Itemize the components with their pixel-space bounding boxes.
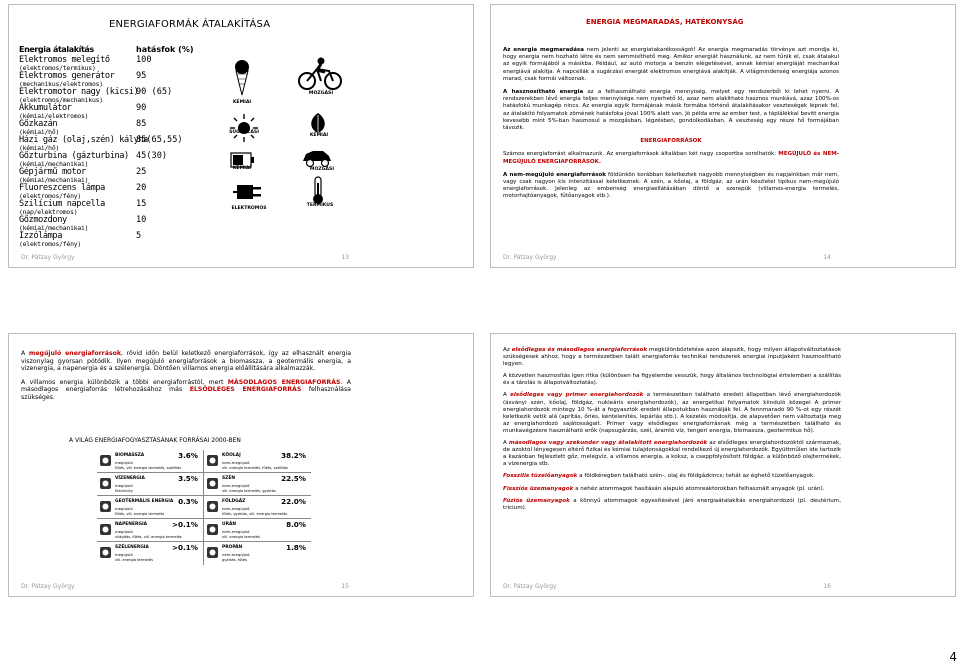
table-row: [19, 104, 194, 120]
highlight-phrase: másodlagos vagy szekunder vagy átalakított energiahordozók: [508, 440, 708, 447]
footer-page-number: 15: [341, 583, 349, 590]
highlight-phrase: MEGÚJULÓ és NEM-MEGÚJULÓ ENERGIAFORRÁSOK.: [503, 151, 839, 165]
source-share: 1.8%: [286, 543, 306, 552]
slide-body: [21, 350, 351, 408]
table-row: [19, 168, 194, 184]
source-cell: [97, 473, 203, 496]
paragraph-text: A: [21, 350, 29, 357]
header-efficiency: hatásfok (%): [136, 45, 194, 54]
source-icon: [206, 500, 219, 513]
source-uses: vill. energia termelés, gyártás: [222, 489, 276, 493]
source-name: SZÉLENERGIA: [115, 545, 149, 550]
conversion-type: (kémiai/hő): [19, 144, 60, 152]
highlight-phrase: Fisszíós üzemanyagok: [503, 485, 574, 492]
paragraph-primary: [503, 392, 841, 435]
footer-page-number: 16: [823, 583, 831, 590]
source-renewability: nem-megújuló: [222, 483, 250, 488]
highlight-phrase: elsődleges és másodlagos energiaforrások: [511, 347, 648, 353]
conversion-type: (kémiai/mechanikai): [19, 224, 89, 232]
footer-author: Dr. Pátzay György: [21, 254, 75, 261]
efficiency-value: 15: [136, 199, 147, 209]
slide-title: ENERGIAFORMÁK ÁTALAKÍTÁSA: [109, 19, 271, 30]
source-icon: [99, 477, 112, 490]
slide-16: [490, 333, 956, 597]
ice-cream-icon: [227, 55, 257, 99]
paragraph-text: az a felhasználható energia mennyiség, melyet egy rendszerből ki lehet nyerni. A rendszerekben lévő energia teljes mennyisége nem nyerhető ki, azaz nem alakítható hasznos munkává, azaz 100%-os hatásfokú munkagép nincs. Az energia egyik formájának másik formába történő átalakításakor veszteségek lépnek fel, az átalakító folyamatok zömének hatásfoka jóval 100% alatt van. Jó példa erre az ember test, a táplálékkal bevitt energia kevesebb mint 5%-ban hasznosul a mozgásban, légzésben, gondolkodásban. A veszteség egy része hő formájában távozik.: [503, 89, 840, 132]
section-heading: ENERGIAFORRÁSOK: [640, 138, 702, 145]
source-uses: Electricity: [115, 489, 133, 493]
bold-phrase: A hasznosítható energia: [503, 89, 584, 96]
renewable-column: [97, 450, 204, 565]
bold-phrase: Az energia megmaradása: [503, 47, 584, 53]
source-share: >0.1%: [172, 520, 198, 529]
conversion-type: (mechanikus/elektromos): [19, 80, 103, 88]
efficiency-value: 25: [136, 167, 147, 177]
paragraph-primary-secondary: [503, 347, 841, 368]
conversion-name: Házi gáz (olaj,szén) kályha: [19, 135, 148, 145]
conversion-name: Elektromos melegítő: [19, 55, 110, 65]
source-name: BIOMASSZA: [115, 453, 145, 458]
paragraph-text: Az: [503, 347, 512, 353]
efficiency-value: 45(30): [136, 151, 168, 161]
paragraph-text: megkülönböztetése azon alapszik, hogy milyen állapotváltoztatások szükségesek ahhoz, hogy a természetben talált energiaforrás technikai rendszerek energiai inputjaként hasznosítható legyen.: [503, 347, 842, 368]
paragraph-text: a természetben található eredeti állapotban lévő energiahordozók (ásványi szén, kőolaj, földgáz, nukleáris energiahordozók), az energetikai folyamatok kiinduló közegei A primer energiahordozók mintegy 10 %-át a fogyasztók eredeti állapotukban használják fel. A fennmaradó 90 %-ot egy részét keletkezik vetik alá (aprítás, őrlés, kéntelenítés, lepárlás stb.). A kezelés módosítja, de alapvetően nem változtatja meg az energiahordozó sajátosságait. Primer vagy elsődleges energiaforrásnak még a természetben található és munkavégzésre használható erők (napsugárzás, szél, áramló víz, tengeri energia, biomassza, geotermikus hő).: [503, 392, 841, 434]
paragraph-renewables: [21, 350, 351, 373]
source-name: NAPENERGIA: [115, 522, 147, 527]
thermometer-icon: [307, 175, 329, 205]
table-row: [19, 184, 194, 200]
source-icon: [206, 477, 219, 490]
source-uses: fűtés, vill. energia termelés: [115, 512, 165, 516]
source-cell: [97, 450, 203, 473]
source-cell: [97, 496, 203, 519]
source-cell: [97, 542, 203, 565]
nonrenewable-column: [204, 450, 311, 565]
source-cell: [204, 542, 311, 565]
paragraph-nonrenewable: [503, 172, 839, 201]
footer-page-number: 13: [341, 254, 349, 261]
footer-author: Dr. Pátzay György: [503, 583, 557, 590]
table-row: [19, 136, 194, 152]
paragraph-secondary: [503, 440, 841, 468]
header-conversion: Energia átalakítás: [19, 45, 94, 54]
footer-page-number: 14: [823, 254, 831, 261]
source-uses: fűtés, gyártás, vill. energia termelés: [222, 512, 288, 516]
conversion-name: Elektromotor nagy (kicsi): [19, 87, 139, 97]
conversion-name: Gőzturbina (gázturbina): [19, 151, 129, 161]
conversion-name: Akkumulátor: [19, 103, 72, 113]
sun-icon: [229, 113, 259, 143]
source-renewability: megújuló: [115, 552, 133, 557]
table-row: [19, 200, 194, 216]
source-share: 3.5%: [178, 474, 198, 483]
source-cell: [204, 519, 311, 542]
source-icon: [99, 546, 112, 559]
source-icon: [206, 523, 219, 536]
paragraph-fossil: [503, 473, 841, 480]
source-icon: [206, 454, 219, 467]
figure-title: A VILÁG ENERGIAFOGYASZTÁSÁNAK FORRÁSAI 2000-BEN: [69, 437, 241, 444]
paragraph-sources: [503, 151, 839, 165]
source-uses: fűtés, vill. energia termelés, szállítás: [115, 466, 182, 470]
efficiency-value: 85(65,55): [136, 135, 183, 145]
paragraph-text: A: [503, 392, 511, 399]
conversion-type: (kémiai/mechanikai): [19, 160, 89, 168]
paragraph-text: a könnyű atommagok egyesítésével járó energiaátalakítás energiahordozói (pl. deutérium, trícium).: [503, 497, 841, 511]
highlight-phrase: ELSŐDLEGES ENERGIAFORRÁS: [189, 386, 302, 394]
slide-14: [490, 4, 956, 268]
efficiency-value: 85: [136, 119, 147, 129]
conversion-name: Fluoreszcens lámpa: [19, 183, 105, 193]
paragraph-electricity: [21, 379, 351, 402]
fig-label-chemical-2: KÉMIAI: [309, 133, 329, 138]
source-uses: vill. energia termelés: [222, 535, 260, 539]
paragraph-text: az elsődleges energiahordozóktól származnak, de azoktól lényegesen eltérő fizikai és kémiai tulajdonságokkal rendelkező új energiahordozók. Együttműlen ide tartozik a kazánban fejlesztett gőz, melegvíz, a villamos energia, a koksz, a cseppfolyósított földgáz, a különböző olajtermékek, a vízenergia stb.: [503, 440, 842, 468]
paragraph-text: A: [503, 440, 509, 447]
conversion-name: Elektromos generátor: [19, 71, 115, 81]
efficiency-value: 20: [136, 183, 147, 193]
source-renewability: megújuló: [115, 483, 133, 488]
table-row: [19, 152, 194, 168]
source-name: VÍZENERGIA: [115, 476, 145, 481]
source-renewability: nem-megújuló: [222, 529, 250, 534]
conversion-type: (elektromos/fény): [19, 192, 82, 200]
cyclist-icon: [297, 57, 343, 91]
paragraph-text: felhasználása szükséges.: [21, 386, 351, 401]
source-uses: világítás, fűtés, vill. energia termelés: [115, 535, 182, 539]
source-uses: vill. energia termelés: [115, 558, 153, 562]
fig-label-radiation: SUGÁRZÁSI: [229, 130, 259, 135]
table-row: [19, 56, 194, 72]
source-cell: [204, 496, 311, 519]
source-renewability: nem-megújuló: [222, 506, 250, 511]
source-renewability: nem-megújuló: [222, 460, 250, 465]
efficiency-table: [19, 45, 194, 248]
source-uses: gyártás, fűtés: [222, 558, 247, 562]
source-icon: [99, 523, 112, 536]
fig-label-thermal: TERMIKUS: [306, 203, 334, 208]
source-renewability: megújuló: [115, 506, 133, 511]
fig-label-kinetic: MOZGÁSI: [308, 91, 334, 96]
slide-13: [8, 4, 474, 268]
table-row: [19, 216, 194, 232]
source-share: 38.2%: [281, 451, 306, 460]
fig-label-kinetic-2: MOZGÁSI: [309, 167, 335, 172]
source-share: 22.5%: [281, 474, 306, 483]
source-name: GEOTERMÁLIS ENERGIA: [115, 499, 174, 504]
paragraph-conservation: [503, 47, 839, 83]
conversion-type: (elektromos/fény): [19, 240, 82, 248]
source-icon: [99, 500, 112, 513]
efficiency-value: 10: [136, 215, 147, 225]
source-share: 8.0%: [286, 520, 306, 529]
paragraph-text: A villamos energia különbözik a többi energiaforrástól, mert: [21, 378, 228, 386]
highlight-phrase: MÁSODLAGOS ENERGIAFORRÁS: [227, 378, 341, 386]
table-row: [19, 88, 194, 104]
footer-author: Dr. Pátzay György: [21, 583, 75, 590]
source-cell: [97, 519, 203, 542]
source-renewability: megújuló: [115, 529, 133, 534]
highlight-phrase: megújuló energiaforrások: [28, 350, 121, 357]
slide-title: ENERGIA MEGMARADÁS, HATÉKONYSÁG: [586, 18, 744, 26]
efficiency-value: 5: [136, 231, 142, 241]
source-icon: [206, 546, 219, 559]
conversion-name: Szilícium napcella: [19, 199, 105, 209]
conversion-type: (kémiai/hő): [19, 128, 60, 136]
fig-label-chemical-3: KÉMIAI: [232, 166, 252, 171]
table-row: [19, 120, 194, 136]
highlight-phrase: elsődleges vagy primer energiahordozók: [510, 392, 644, 399]
source-share: 3.6%: [178, 451, 198, 460]
conversion-type: (kémiai/mechanikai): [19, 176, 89, 184]
source-share: 0.3%: [178, 497, 198, 506]
paragraph-text: a nehéz atommagok hasításán alapuló atomreaktorokban felhasznált anyagok (pl. urán).: [573, 485, 825, 492]
source-name: KŐOLAJ: [222, 453, 241, 458]
paragraph-usable-energy: [503, 89, 839, 132]
efficiency-value: 90 (65): [136, 87, 173, 97]
slide-body: [503, 347, 841, 517]
efficiency-value: 100: [136, 55, 152, 65]
highlight-phrase: Fosszilis tüzelőanyagok: [503, 473, 578, 480]
sheet-number: 4: [949, 650, 957, 664]
paragraph-text: Számos energiaforrást alkalmazunk. Az energiaforrások általában két nagy csoportba sorolhatók:: [503, 151, 779, 158]
fig-label-electric: ELEKTROMOS: [231, 206, 267, 211]
car-icon: [301, 145, 333, 169]
source-name: SZÉN: [222, 476, 236, 481]
energy-sources-table: [97, 450, 311, 590]
source-share: 22.0%: [281, 497, 306, 506]
paragraph-text: földünkön korábban keletkeztek nagyobb mennyiségben és napjainkban már nem, vagy csak nagyon kis intenzitással keletkeznek. A szén, a kőolaj, a földgáz, az urán készletei tipikus nem-megújuló energiaforrások. Jelenleg az emberiség energiaellátásában döntő a szerepük (villamos-energia termelés, motorhajtóanyagok, fűtőanyagok stb.).: [503, 171, 839, 200]
paragraph-fission: [503, 486, 841, 493]
conversion-name: Gőzkazán: [19, 119, 58, 129]
source-name: URÁN: [222, 522, 237, 527]
footer-author: Dr. Pátzay György: [503, 254, 557, 261]
source-name: FÖLDGÁZ: [222, 499, 246, 504]
bold-phrase: A nem-megújuló energiaforrások: [503, 171, 606, 178]
paragraph-text: . A másodlagos energiaforrás létrehozásához más: [21, 378, 352, 394]
source-uses: vill. energia termelés, fűtés, szállítás: [222, 466, 289, 470]
source-share: >0.1%: [172, 543, 198, 552]
conversion-type: (nap/elektromos): [19, 208, 78, 216]
slide-body: [503, 47, 839, 207]
paragraph-text: , rövid időn belül keletkező energiaforrások, így az elhasznált energia viszonylag gyorsan pótódik. Ilyen megújuló energiaforrások a biomassza, a geotermális energia, a vizenergia, a napenergia és a szélenergia. Döntően villamos energia előállítására alkalmazzák.: [21, 350, 352, 373]
efficiency-value: 90: [136, 103, 147, 113]
fig-label-chemical: KÉMIAI: [232, 100, 252, 105]
conversion-type: (elektromos/termikus): [19, 64, 96, 72]
conversion-type: (kémiai/elektromos): [19, 112, 89, 120]
plug-icon: [233, 179, 267, 205]
source-renewability: nem-megújuló: [222, 552, 250, 557]
conversion-name: Gőzmozdony: [19, 215, 67, 225]
source-cell: [204, 450, 311, 473]
paragraph-text: nem jelenti az energiatakarékosságot! Az energia megmaradás törvénye azt mondja ki, hogy energia nem hozható létre és nem semmisíthető meg. Amikor energiát használunk, az nem tűnik el, csak átalakul az egyik formájából a másikba. Például, az autó motorja a benzin elégetésével, annak kémiai energiáját mechanikai energiává alakítja. A napcellák a sugárzási energiát elektromos energiává alakítják. A világmindenség energiája azonos marad, csak formái változnak.: [503, 47, 839, 82]
highlight-phrase: Fúziós üzemanyagok: [503, 497, 570, 504]
leaf-icon: [307, 111, 329, 135]
table-row: [19, 72, 194, 88]
conversion-name: Izzólámpa: [19, 231, 62, 241]
source-renewability: megújuló: [115, 460, 133, 465]
paragraph-direct-use: A közvetlen hasznosítás igen ritka (különösen ha figyelembe vesszük, hogy általános technológiai értelemben a szállítás és a tárolás is állapotváltoztatás).: [503, 373, 841, 387]
source-icon: [99, 454, 112, 467]
paragraph-text: a földkéregben található szén-, olaj és földgázkincs; tehát az éghető tüzelőanyagok.: [577, 473, 815, 480]
table-row: [19, 232, 194, 248]
conversion-type: (elektromos/mechanikus): [19, 96, 103, 104]
paragraph-fusion: [503, 498, 841, 512]
source-cell: [204, 473, 311, 496]
conversion-name: Gépjármű motor: [19, 167, 86, 177]
source-name: PROPÁN: [222, 545, 243, 550]
efficiency-value: 95: [136, 71, 147, 81]
slide-15: [8, 333, 474, 597]
